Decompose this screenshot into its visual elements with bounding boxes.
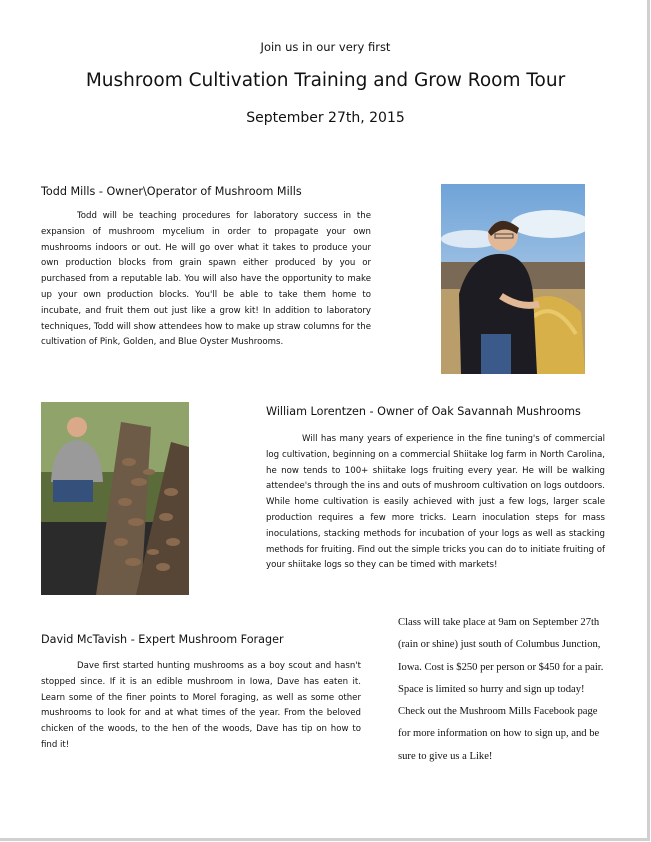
todd-photo <box>441 184 585 374</box>
todd-description: Todd will be teaching procedures for laboratory success in the expansion of mushroom mycelium in order to propagate your own mushrooms indoors or out. He will go over what it takes to produce your own production blocks from grain spawn either produced by you or purchased from a reputable lab. You will also have the opportunity to make up your own production blocks. You'll be able to take them home to incubate, and fruit them out just like a grow kit! In addition to laboratory techniques, Todd will show attendees how to make up straw columns for the cultivation of Pink, Golden, and Blue Oyster Mushrooms. <box>41 211 371 348</box>
william-heading: William Lorentzen - Owner of Oak Savannah Mushrooms <box>266 405 581 418</box>
todd-heading: Todd Mills - Owner\Operator of Mushroom Mills <box>41 185 302 198</box>
class-info: Class will take place at 9am on September 27th (rain or shine) just south of Columbus Junction, Iowa. Cost is $250 per person or $450 for a pair. Space is limited so hurry and sign up today! Check out the Mushroom Mills Facebook page for more information on how to sign up, and be sure to give us a Like! <box>398 617 604 762</box>
william-photo <box>41 402 189 595</box>
david-heading: David McTavish - Expert Mushroom Forager <box>41 633 284 646</box>
page-title: Mushroom Cultivation Training and Grow Room Tour <box>85 70 566 91</box>
william-description: Will has many years of experience in the fine tuning's of commercial log cultivation, beginning on a commercial Shiitake log farm in North Carolina, he now tends to 100+ shiitake logs fruiting every year. He will be walking attendee's through the ins and outs of mushroom cultivation on logs outdoors. While home cultivation is easily achieved with just a few logs, larger scale production requires a few more tricks. Learn inoculation steps for mass inoculations, stacking methods for incubation of your logs as well as stacking methods for fruiting. Find out the simple tricks you can do to initiate fruiting of your shiitake logs so they can be timed with markets! <box>266 434 606 571</box>
intro-line: Join us in our very first <box>260 40 391 54</box>
david-description: Dave first started hunting mushrooms as a boy scout and hasn't stopped since. If it is an edible mushroom in Iowa, Dave has eaten it. Learn some of the finer points to Morel foraging, as well as some other mushrooms to look for and at what times of the year. From the beloved chicken of the woods, to the hen of the woods, Dave has tip on how to find it! <box>41 661 361 750</box>
event-date: September 27th, 2015 <box>246 110 405 126</box>
